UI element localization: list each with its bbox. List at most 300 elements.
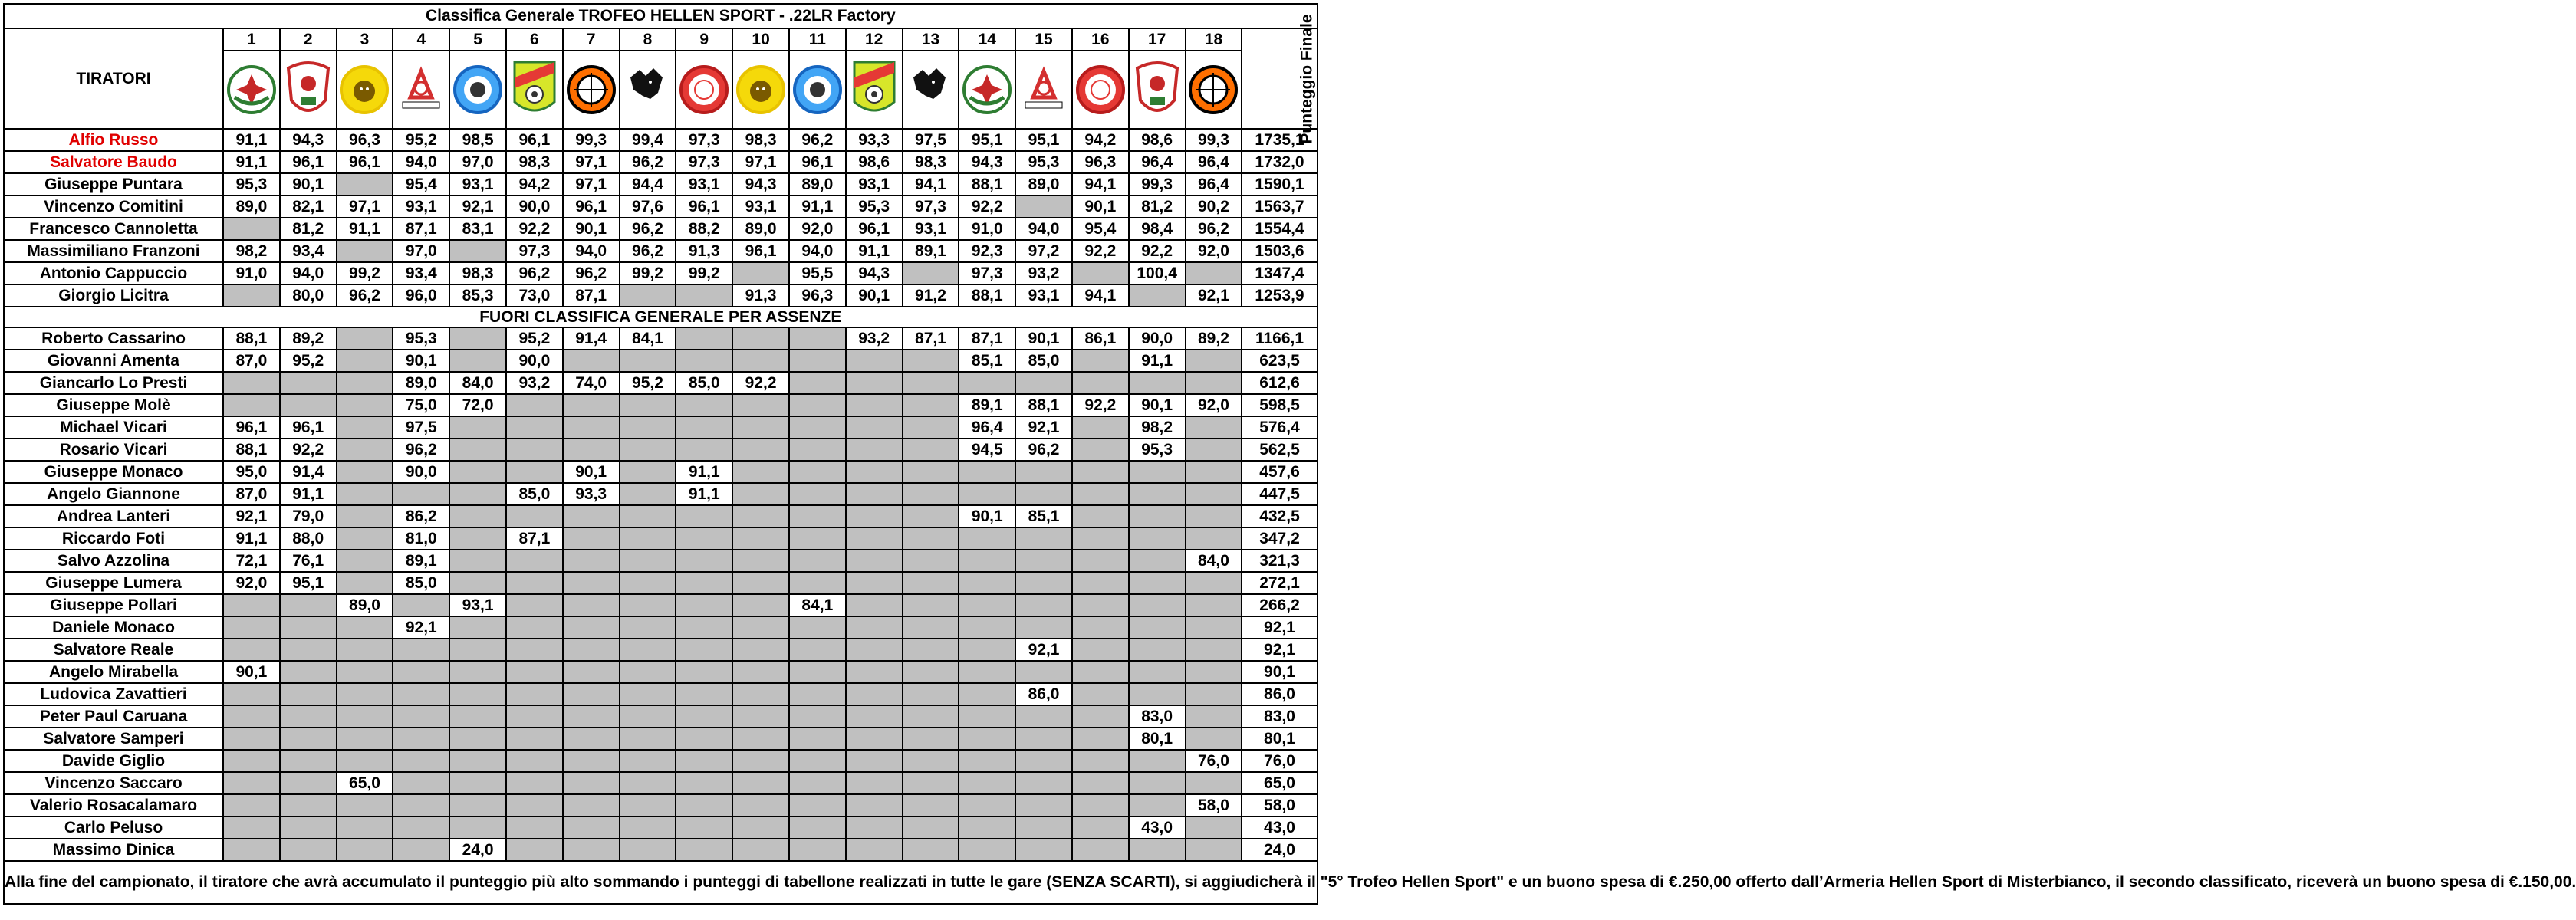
score-round-11	[789, 372, 846, 394]
score-round-3	[337, 173, 393, 196]
wolf-club-icon	[623, 54, 672, 125]
score-round-12	[846, 750, 903, 772]
score-round-12	[846, 572, 903, 594]
score-round-17	[1129, 639, 1186, 661]
shooter-name: Peter Paul Caruana	[4, 705, 223, 728]
score-round-9	[676, 639, 732, 661]
score-round-12: 93,2	[846, 327, 903, 350]
score-round-16	[1072, 350, 1129, 372]
score-round-9: 96,1	[676, 196, 732, 218]
score-round-9: 91,1	[676, 483, 732, 505]
score-round-3	[337, 350, 393, 372]
unranked-shooter-row	[4, 550, 1318, 572]
final-score: 43,0	[1242, 816, 1317, 839]
score-round-10	[732, 461, 789, 483]
score-round-2: 95,1	[280, 572, 337, 594]
score-round-13	[903, 461, 959, 483]
shooter-name: Francesco Cannoletta	[4, 218, 223, 240]
score-round-15: 88,1	[1015, 394, 1072, 416]
score-round-12	[846, 483, 903, 505]
score-round-12	[846, 461, 903, 483]
score-round-13	[903, 483, 959, 505]
unranked-shooter-row	[4, 372, 1318, 394]
score-round-1: 96,1	[223, 416, 280, 439]
final-score: 1503,6	[1242, 240, 1317, 262]
score-round-9	[676, 594, 732, 616]
score-round-10	[732, 794, 789, 816]
vittoria-club-icon	[1076, 54, 1125, 125]
score-round-16: 86,1	[1072, 327, 1129, 350]
score-round-15: 85,1	[1015, 505, 1072, 527]
shooter-name: Salvatore Samperi	[4, 728, 223, 750]
score-round-16	[1072, 794, 1129, 816]
score-round-12: 90,1	[846, 284, 903, 307]
score-round-13: 91,2	[903, 284, 959, 307]
final-score: 447,5	[1242, 483, 1317, 505]
score-round-12	[846, 594, 903, 616]
shooter-name: Davide Giglio	[4, 750, 223, 772]
score-round-14: 92,3	[959, 240, 1015, 262]
score-round-10: 92,2	[732, 372, 789, 394]
score-round-8	[620, 750, 676, 772]
score-round-17: 83,0	[1129, 705, 1186, 728]
score-round-15	[1015, 196, 1072, 218]
score-round-7	[563, 705, 620, 728]
score-round-3	[337, 661, 393, 683]
score-round-5	[449, 750, 506, 772]
score-round-4: 75,0	[393, 394, 449, 416]
score-round-5	[449, 772, 506, 794]
score-round-4	[393, 683, 449, 705]
score-round-7: 99,3	[563, 129, 620, 151]
score-round-4	[393, 728, 449, 750]
round-3-club-cell	[337, 51, 393, 129]
round-number-15: 15	[1015, 28, 1072, 51]
score-round-6	[506, 394, 563, 416]
final-score: 83,0	[1242, 705, 1317, 728]
sniper-club-icon	[1189, 54, 1238, 125]
shooter-name: Riccardo Foti	[4, 527, 223, 550]
score-round-15: 93,2	[1015, 262, 1072, 284]
score-round-8	[620, 394, 676, 416]
score-round-15	[1015, 550, 1072, 572]
score-round-2: 94,3	[280, 129, 337, 151]
score-round-3: 89,0	[337, 594, 393, 616]
score-round-11	[789, 439, 846, 461]
score-round-1	[223, 772, 280, 794]
score-round-17: 80,1	[1129, 728, 1186, 750]
round-6-club-cell	[506, 51, 563, 129]
score-round-3	[337, 439, 393, 461]
score-round-3: 96,1	[337, 151, 393, 173]
shooter-name: Salvatore Baudo	[4, 151, 223, 173]
score-round-1	[223, 683, 280, 705]
score-round-9	[676, 661, 732, 683]
score-round-12	[846, 683, 903, 705]
final-score: 347,2	[1242, 527, 1317, 550]
score-round-9: 91,1	[676, 461, 732, 483]
score-round-7: 96,1	[563, 196, 620, 218]
score-round-9	[676, 284, 732, 307]
score-round-15	[1015, 705, 1072, 728]
score-round-16	[1072, 639, 1129, 661]
score-round-12	[846, 439, 903, 461]
standings-table	[3, 3, 2576, 905]
score-round-18	[1186, 372, 1242, 394]
score-round-4	[393, 794, 449, 816]
score-round-11	[789, 572, 846, 594]
score-round-17	[1129, 483, 1186, 505]
score-round-4: 89,1	[393, 550, 449, 572]
score-round-6	[506, 461, 563, 483]
final-score: 612,6	[1242, 372, 1317, 394]
unranked-shooter-row	[4, 772, 1318, 794]
score-round-10	[732, 616, 789, 639]
score-round-4	[393, 661, 449, 683]
score-round-2	[280, 372, 337, 394]
score-round-16	[1072, 616, 1129, 639]
score-round-17	[1129, 505, 1186, 527]
score-round-3: 91,1	[337, 218, 393, 240]
score-round-18: 58,0	[1186, 794, 1242, 816]
score-round-14	[959, 372, 1015, 394]
score-round-9	[676, 616, 732, 639]
score-round-5	[449, 794, 506, 816]
score-round-13	[903, 439, 959, 461]
score-round-18: 84,0	[1186, 550, 1242, 572]
round-number-10: 10	[732, 28, 789, 51]
score-round-6: 73,0	[506, 284, 563, 307]
score-round-7: 90,1	[563, 461, 620, 483]
score-round-14: 94,5	[959, 439, 1015, 461]
final-score: 598,5	[1242, 394, 1317, 416]
shooter-name: Angelo Mirabella	[4, 661, 223, 683]
score-round-11	[789, 616, 846, 639]
score-round-5: 85,3	[449, 284, 506, 307]
round-number-9: 9	[676, 28, 732, 51]
score-round-11	[789, 527, 846, 550]
score-round-8	[620, 683, 676, 705]
score-round-17	[1129, 772, 1186, 794]
score-round-5: 84,0	[449, 372, 506, 394]
score-round-17	[1129, 372, 1186, 394]
score-round-18: 96,2	[1186, 218, 1242, 240]
score-round-14: 96,4	[959, 416, 1015, 439]
score-round-6	[506, 505, 563, 527]
score-round-14	[959, 728, 1015, 750]
round-number-18: 18	[1186, 28, 1242, 51]
score-round-2	[280, 839, 337, 861]
score-round-2	[280, 705, 337, 728]
score-round-11	[789, 816, 846, 839]
score-round-13	[903, 394, 959, 416]
score-round-13: 97,5	[903, 129, 959, 151]
score-round-14	[959, 639, 1015, 661]
score-round-1	[223, 394, 280, 416]
final-score: 1554,4	[1242, 218, 1317, 240]
score-round-12: 93,3	[846, 129, 903, 151]
black-lion-icon	[340, 54, 389, 125]
shooter-name: Alfio Russo	[4, 129, 223, 151]
score-round-3: 96,3	[337, 129, 393, 151]
score-round-8	[620, 461, 676, 483]
score-round-9: 99,2	[676, 262, 732, 284]
ranked-shooter-row	[4, 151, 1318, 173]
score-round-18	[1186, 772, 1242, 794]
score-round-10: 91,3	[732, 284, 789, 307]
score-round-3	[337, 705, 393, 728]
score-round-2: 95,2	[280, 350, 337, 372]
score-round-5	[449, 327, 506, 350]
score-round-18	[1186, 262, 1242, 284]
round-number-14: 14	[959, 28, 1015, 51]
score-round-1: 72,1	[223, 550, 280, 572]
score-round-8	[620, 284, 676, 307]
unranked-shooter-row	[4, 794, 1318, 816]
score-round-18	[1186, 572, 1242, 594]
score-round-11	[789, 483, 846, 505]
score-round-13	[903, 572, 959, 594]
score-round-7	[563, 728, 620, 750]
score-round-7: 74,0	[563, 372, 620, 394]
score-round-6	[506, 572, 563, 594]
score-round-3	[337, 639, 393, 661]
score-round-1: 87,0	[223, 483, 280, 505]
score-round-7	[563, 350, 620, 372]
score-round-6: 96,1	[506, 129, 563, 151]
score-round-8: 96,2	[620, 240, 676, 262]
score-round-10: 97,1	[732, 151, 789, 173]
score-round-12	[846, 616, 903, 639]
score-round-18	[1186, 661, 1242, 683]
score-round-16: 94,1	[1072, 173, 1129, 196]
score-round-6	[506, 683, 563, 705]
score-round-7	[563, 527, 620, 550]
score-round-12	[846, 839, 903, 861]
final-score: 24,0	[1242, 839, 1317, 861]
score-round-4	[393, 639, 449, 661]
score-round-7: 91,4	[563, 327, 620, 350]
round-8-club-cell	[620, 51, 676, 129]
score-round-15	[1015, 839, 1072, 861]
final-score: 80,1	[1242, 728, 1317, 750]
score-round-6	[506, 416, 563, 439]
score-round-12	[846, 550, 903, 572]
round-9-club-cell	[676, 51, 732, 129]
score-round-11: 91,1	[789, 196, 846, 218]
score-round-12	[846, 794, 903, 816]
score-round-12: 94,3	[846, 262, 903, 284]
score-round-2: 96,1	[280, 151, 337, 173]
unranked-shooter-row	[4, 816, 1318, 839]
score-round-7	[563, 839, 620, 861]
score-round-6: 90,0	[506, 350, 563, 372]
score-round-18: 89,2	[1186, 327, 1242, 350]
score-round-8	[620, 772, 676, 794]
score-round-15	[1015, 483, 1072, 505]
score-round-12	[846, 772, 903, 794]
round-16-club-cell	[1072, 51, 1129, 129]
score-round-1: 98,2	[223, 240, 280, 262]
score-round-13: 97,3	[903, 196, 959, 218]
score-round-11	[789, 505, 846, 527]
final-score: 1735,1	[1242, 129, 1317, 151]
score-round-16	[1072, 839, 1129, 861]
score-round-3: 99,2	[337, 262, 393, 284]
score-round-14	[959, 772, 1015, 794]
score-round-8: 96,2	[620, 218, 676, 240]
score-round-18: 96,4	[1186, 173, 1242, 196]
score-round-10	[732, 483, 789, 505]
unranked-shooter-row	[4, 505, 1318, 527]
score-round-12	[846, 728, 903, 750]
round-5-club-cell	[449, 51, 506, 129]
score-round-8	[620, 728, 676, 750]
round-number-16: 16	[1072, 28, 1129, 51]
score-round-8: 99,4	[620, 129, 676, 151]
score-round-12	[846, 816, 903, 839]
wolf-club-icon	[906, 54, 955, 125]
score-round-16	[1072, 594, 1129, 616]
score-round-11: 96,3	[789, 284, 846, 307]
score-round-12	[846, 394, 903, 416]
score-round-8	[620, 439, 676, 461]
score-round-17	[1129, 284, 1186, 307]
score-round-16	[1072, 439, 1129, 461]
score-round-6	[506, 661, 563, 683]
score-round-11	[789, 639, 846, 661]
score-round-17	[1129, 750, 1186, 772]
round-14-club-cell	[959, 51, 1015, 129]
score-round-12: 93,1	[846, 173, 903, 196]
score-round-11	[789, 550, 846, 572]
score-round-18	[1186, 839, 1242, 861]
score-round-2: 76,1	[280, 550, 337, 572]
score-round-5: 72,0	[449, 394, 506, 416]
shooter-name: Massimo Dinica	[4, 839, 223, 861]
score-round-9	[676, 839, 732, 861]
score-round-12: 98,6	[846, 151, 903, 173]
score-round-14: 94,3	[959, 151, 1015, 173]
score-round-18: 96,4	[1186, 151, 1242, 173]
score-round-10	[732, 839, 789, 861]
score-round-17: 98,4	[1129, 218, 1186, 240]
round-18-club-cell	[1186, 51, 1242, 129]
score-round-17: 95,3	[1129, 439, 1186, 461]
score-round-16: 90,1	[1072, 196, 1129, 218]
score-round-5: 98,5	[449, 129, 506, 151]
score-round-4	[393, 705, 449, 728]
score-round-12	[846, 350, 903, 372]
score-round-8	[620, 416, 676, 439]
score-round-15: 95,3	[1015, 151, 1072, 173]
unranked-shooter-row	[4, 616, 1318, 639]
final-score: 272,1	[1242, 572, 1317, 594]
score-round-3	[337, 461, 393, 483]
footer-note: Alla fine del campionato, il tiratore che avrà accumulato il punteggio più alto sommando i punteggi di tabellone realizzati in tutte le gare (SENZA SCARTI), si aggiudicherà il "5° Trofeo Hellen Sport" e un buono spesa di €.250,00 offerto dall’Armeria Hellen Sport di Misterbianco, il secondo classificato, riceverà un buono spesa di €.150,00.	[4, 861, 1318, 904]
vittoria-club-icon	[679, 54, 729, 125]
score-round-15: 92,1	[1015, 639, 1072, 661]
score-round-17	[1129, 661, 1186, 683]
score-round-12: 96,1	[846, 218, 903, 240]
score-round-11	[789, 728, 846, 750]
score-round-15	[1015, 572, 1072, 594]
score-round-17: 43,0	[1129, 816, 1186, 839]
unranked-shooter-row	[4, 350, 1318, 372]
score-round-5	[449, 616, 506, 639]
score-round-4: 94,0	[393, 151, 449, 173]
score-round-18: 92,1	[1186, 284, 1242, 307]
score-round-6: 87,1	[506, 527, 563, 550]
score-round-2: 91,1	[280, 483, 337, 505]
score-round-15	[1015, 661, 1072, 683]
score-round-17	[1129, 461, 1186, 483]
score-round-6	[506, 639, 563, 661]
score-round-4: 95,4	[393, 173, 449, 196]
score-round-2: 80,0	[280, 284, 337, 307]
score-round-13: 94,1	[903, 173, 959, 196]
score-round-6	[506, 616, 563, 639]
score-round-10	[732, 772, 789, 794]
score-round-12	[846, 505, 903, 527]
score-round-18	[1186, 416, 1242, 439]
score-round-1: 91,1	[223, 151, 280, 173]
score-round-14	[959, 527, 1015, 550]
score-round-2: 88,0	[280, 527, 337, 550]
final-score: 432,5	[1242, 505, 1317, 527]
score-round-15: 92,1	[1015, 416, 1072, 439]
shooter-name: Giancarlo Lo Presti	[4, 372, 223, 394]
score-round-16	[1072, 416, 1129, 439]
round-number-2: 2	[280, 28, 337, 51]
score-round-5	[449, 527, 506, 550]
score-round-18: 92,0	[1186, 240, 1242, 262]
score-round-10	[732, 594, 789, 616]
shooter-name: Daniele Monaco	[4, 616, 223, 639]
final-score: 321,3	[1242, 550, 1317, 572]
score-round-9	[676, 728, 732, 750]
unranked-shooter-row	[4, 439, 1318, 461]
score-round-18	[1186, 616, 1242, 639]
score-round-14	[959, 816, 1015, 839]
score-round-3	[337, 240, 393, 262]
score-round-4	[393, 594, 449, 616]
score-round-16: 92,2	[1072, 394, 1129, 416]
score-round-6	[506, 839, 563, 861]
score-round-1: 87,0	[223, 350, 280, 372]
round-2-club-cell	[280, 51, 337, 129]
score-round-18: 92,0	[1186, 394, 1242, 416]
score-round-10	[732, 661, 789, 683]
score-round-3: 65,0	[337, 772, 393, 794]
score-round-11	[789, 461, 846, 483]
score-round-11	[789, 683, 846, 705]
score-round-1	[223, 594, 280, 616]
score-round-5	[449, 483, 506, 505]
score-round-1: 92,0	[223, 572, 280, 594]
score-round-14: 97,3	[959, 262, 1015, 284]
score-round-5: 93,1	[449, 173, 506, 196]
score-round-13	[903, 262, 959, 284]
score-round-7	[563, 505, 620, 527]
round-number-4: 4	[393, 28, 449, 51]
score-round-7	[563, 416, 620, 439]
score-round-14: 89,1	[959, 394, 1015, 416]
round-12-club-cell	[846, 51, 903, 129]
score-round-12	[846, 639, 903, 661]
score-round-8: 84,1	[620, 327, 676, 350]
score-round-16: 94,1	[1072, 284, 1129, 307]
